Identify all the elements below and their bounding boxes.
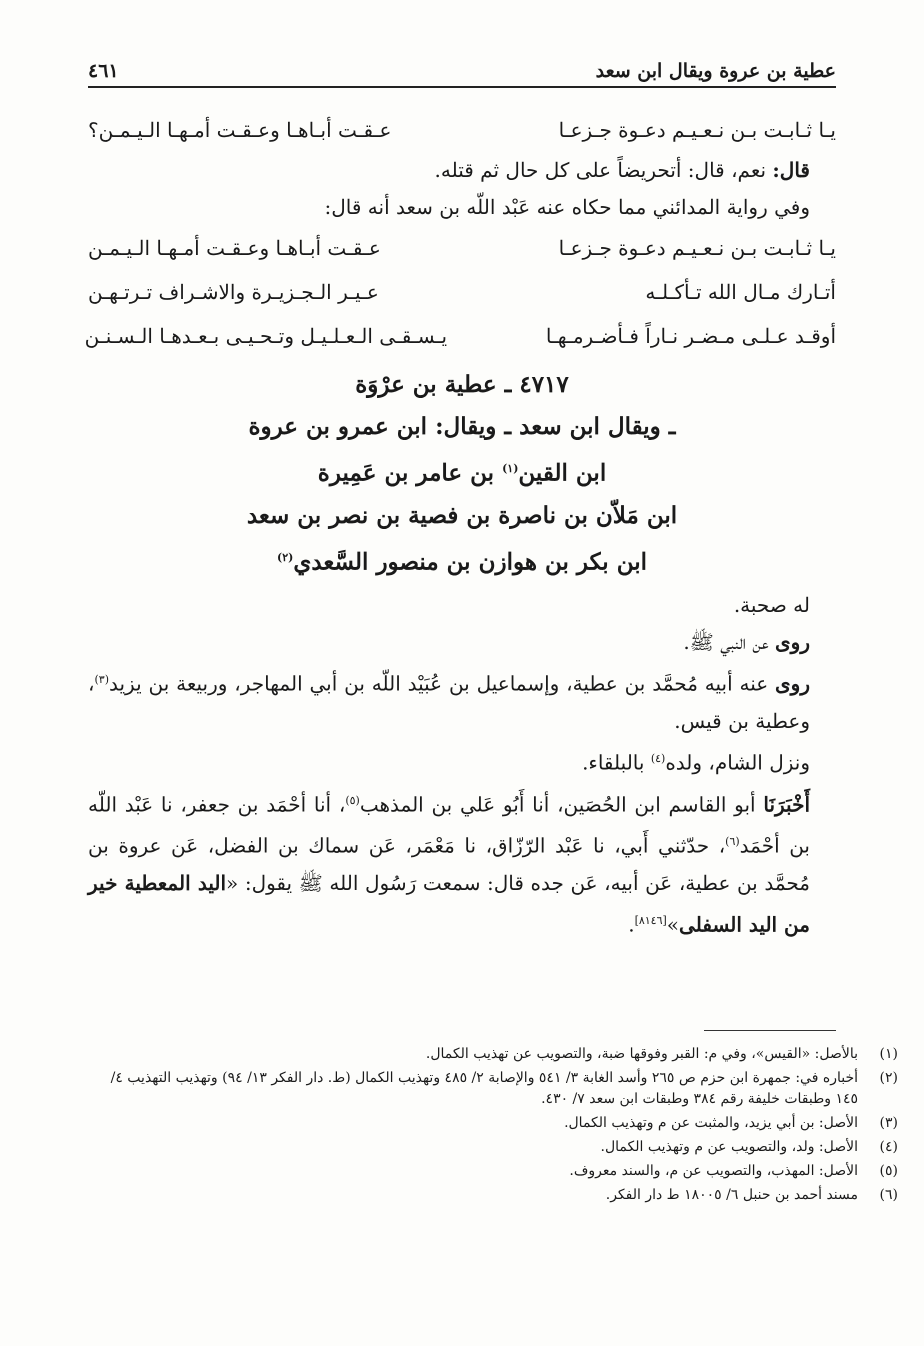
paragraph-sohba: له صحبة.	[733, 593, 810, 618]
lineage-line-3: ابن مَلاّن بن ناصرة بن فصية بن نصر بن سعد	[246, 501, 678, 529]
footnote-number: (٥)	[879, 1163, 898, 1179]
footnote-number: (٦)	[879, 1187, 898, 1203]
nazal-tail: بالبلقاء.	[582, 750, 651, 775]
running-header	[88, 60, 836, 88]
footnote	[90, 1185, 898, 1206]
footnote-ref: (٣)	[94, 673, 109, 687]
verse-line	[88, 108, 836, 152]
hadith-reference: [٨١٤٦]	[634, 913, 667, 927]
footnote-rule	[704, 1030, 836, 1031]
rawa-text: عن النبي ﷺ.	[683, 630, 776, 655]
isnad-text: ، حدّثني أَبي، نا عَبْد الرّزّاق، نا مَعْمَر، عَن سماك بن الفضل، عَن عروة بن مُحمَّد بن عطية، عَن أبيه، عَن جده قال: سمعت رَسُول الله ﷺ يقول: «	[88, 833, 810, 895]
verse-second-hemistich: يـسـقـى الـعـلـيـل وتـحـيـى بـعـدهـا الـسـنـن	[84, 324, 448, 348]
paragraph-rawa-2	[88, 661, 836, 740]
main-text	[84, 108, 836, 944]
verse-second-hemistich: عـقـت أبـاهـا وعـقـت أمـهـا الـيـمـن؟	[88, 118, 392, 142]
footnote-ref: (٦)	[725, 835, 740, 849]
qal-text: نعم، قال: أتحريضاً على كل حال ثم قتله.	[434, 158, 773, 182]
verse-first-hemistich: أتـارك مـال الله تـأكـلـه	[645, 280, 836, 304]
footnote-number: (٤)	[879, 1139, 898, 1155]
verse-first-hemistich: أوقـد عـلـى مـضـر نـاراً فـأضـرمـهـا	[545, 324, 836, 348]
lineage-line-4	[88, 537, 836, 584]
footnote-text: مسند أحمد بن حنبل ٦/ ١٨٠٠٥ ط دار الفكر.	[605, 1187, 858, 1203]
paragraph-isnad	[88, 782, 836, 944]
qal-label: قال:	[772, 158, 810, 182]
header-rule	[88, 86, 836, 88]
lineage-line-1: ـ ويقال ابن سعد ـ ويقال: ابن عمرو بن عروة	[248, 413, 676, 440]
footnote	[90, 1161, 898, 1182]
footnote-text: الأصل: المهذب، والتصويب عن م، والسند معروف.	[569, 1163, 858, 1179]
footnote-ref: (١)	[502, 462, 519, 475]
verse-second-hemistich: عـيـر الـجـزيـرة والاشـراف تـرتـهـن	[88, 280, 379, 304]
rawa-text: عنه أبيه مُحمَّد بن عطية، وإسماعيل بن عُبَيْد اللّه بن أبي المهاجر، وربيعة بن يزيد	[108, 671, 776, 696]
paragraph-rawa-1	[88, 624, 836, 661]
running-title: عطية بن عروة ويقال ابن سعد	[595, 60, 836, 82]
isnad-close-quote: »	[666, 912, 680, 937]
footnote	[90, 1113, 898, 1134]
footnote-number: (١)	[879, 1046, 898, 1062]
lineage-4-text: ابن بكر بن هوازن بن منصور السَّعدي	[293, 548, 647, 576]
paragraph-nazal	[88, 740, 836, 782]
footnote-number: (٣)	[879, 1115, 898, 1131]
footnote	[90, 1137, 898, 1158]
lineage-line-2	[88, 448, 836, 495]
verse-line	[84, 314, 836, 358]
footnote-ref: (٤)	[650, 751, 666, 765]
verse-line	[88, 270, 836, 314]
verse-first-hemistich: يـا ثـابـت بـن نـعـيـم دعـوة جـزعـا	[558, 236, 836, 260]
entry-lineage	[88, 406, 836, 583]
footnote-number: (٢)	[879, 1070, 898, 1086]
rawa-label: روى	[775, 630, 810, 655]
lineage-2a: ابن القين	[518, 459, 607, 487]
footnote	[90, 1068, 898, 1110]
paragraph-madaini: وفي رواية المدائني مما حكاه عنه عَبْد اللّه بن سعد أنه قال:	[324, 195, 810, 219]
page-number: ٤٦١	[88, 60, 119, 82]
final-period: .	[628, 912, 635, 937]
paragraph-qal	[88, 152, 836, 189]
rawa-label: روى	[775, 671, 810, 696]
footnote-text: الأصل: بن أبي يزيد، والمثبت عن م وتهذيب الكمال.	[564, 1115, 858, 1131]
verse-line	[88, 226, 836, 270]
footnote-text: أخباره في: جمهرة ابن حزم ص ٢٦٥ وأسد الغابة ٣/ ٥٤١ والإصابة ٢/ ٤٨٥ وتهذيب الكمال (ط. دار الفكر ١٣/ ٩٤) وتهذيب التهذيب ٤/ ١٤٥ وطبقات خليفة رقم ٣٨٤ وطبقات ابن سعد ٧/ ٤٣٠.	[110, 1070, 858, 1107]
hadith-text: اليد المعطية خير من اليد السفلى	[88, 870, 810, 937]
footnote-text: بالأصل: «القيس»، وفي م: القبر وفوقها ضبة، والتصويب عن تهذيب الكمال.	[425, 1046, 858, 1062]
rawa-tail: ، وعطية بن قيس.	[88, 671, 810, 733]
footnote	[90, 1044, 898, 1065]
footnote-ref: (٥)	[345, 793, 360, 807]
footnotes	[90, 1044, 898, 1209]
verse-first-hemistich: يـا ثـابـت بـن نـعـيـم دعـوة جـزعـا	[558, 118, 836, 142]
verse-second-hemistich: عـقـت أبـاهـا وعـقـت أمـهـا الـيـمـن	[88, 236, 381, 260]
footnote-text: الأصل: ولد، والتصويب عن م وتهذيب الكمال.	[600, 1139, 858, 1155]
akhbarana-label: أَخْبَرَنَا	[763, 792, 811, 817]
isnad-text: ، أنا أحْمَد بن جعفر، نا عَبْد اللّه بن أحْمَد	[88, 792, 810, 858]
footnote-ref: (٢)	[277, 550, 294, 564]
isnad-text: أبو القاسم ابن الحُصَين، أنا أَبُو عَلي بن المذهب	[359, 792, 764, 817]
nazal-text: ونزل الشام، ولده	[665, 750, 810, 775]
entry-heading: ٤٧١٧ ـ عطية بن عرْوَة	[355, 371, 569, 398]
lineage-2b: بن عامر بن عَمِيرة	[317, 459, 503, 487]
